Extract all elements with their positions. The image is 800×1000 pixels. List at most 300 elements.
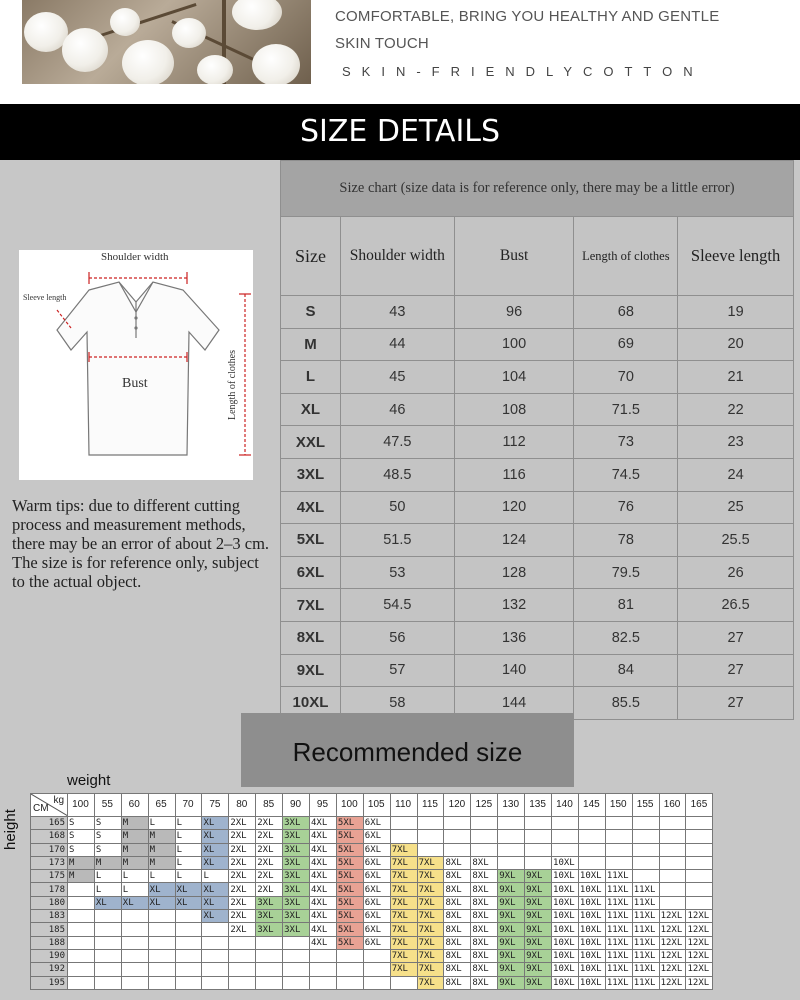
grid-cell bbox=[202, 976, 229, 989]
size-label-cell: XL bbox=[281, 393, 341, 426]
size-chart-row bbox=[281, 524, 794, 557]
grid-cell: 11XL bbox=[632, 923, 659, 936]
size-value-cell: 84 bbox=[574, 654, 678, 687]
grid-cell: 9XL bbox=[498, 883, 525, 896]
grid-cell: 9XL bbox=[525, 963, 552, 976]
grid-cell: 12XL bbox=[686, 936, 713, 949]
grid-cell: 2XL bbox=[229, 923, 256, 936]
grid-cell: L bbox=[175, 830, 202, 843]
grid-cell: 7XL bbox=[390, 883, 417, 896]
grid-cell bbox=[498, 830, 525, 843]
size-value-cell: 25 bbox=[678, 491, 794, 524]
grid-cell: 4XL bbox=[310, 910, 337, 923]
grid-cell: 11XL bbox=[632, 976, 659, 989]
height-header-cell: 165 bbox=[31, 817, 68, 830]
grid-cell: 8XL bbox=[471, 949, 498, 962]
grid-cell: 7XL bbox=[417, 963, 444, 976]
grid-row bbox=[31, 923, 713, 936]
grid-cell: 5XL bbox=[336, 910, 363, 923]
weight-header-cell: 110 bbox=[390, 794, 417, 817]
grid-cell bbox=[686, 843, 713, 856]
grid-cell: 2XL bbox=[256, 870, 283, 883]
grid-cell: 7XL bbox=[390, 843, 417, 856]
grid-cell: 8XL bbox=[471, 896, 498, 909]
grid-cell bbox=[94, 976, 121, 989]
grid-cell bbox=[686, 856, 713, 869]
size-value-cell: 128 bbox=[454, 556, 574, 589]
grid-cell: 11XL bbox=[605, 883, 632, 896]
grid-cell: 3XL bbox=[283, 830, 310, 843]
polo-shirt-icon bbox=[19, 250, 253, 480]
grid-cell bbox=[229, 976, 256, 989]
grid-cell: 11XL bbox=[632, 936, 659, 949]
size-chart-row bbox=[281, 296, 794, 329]
size-value-cell: 70 bbox=[574, 361, 678, 394]
grid-cell: L bbox=[175, 856, 202, 869]
grid-cell: 7XL bbox=[417, 976, 444, 989]
grid-cell: 5XL bbox=[336, 936, 363, 949]
grid-cell: 11XL bbox=[605, 949, 632, 962]
height-header-cell: 195 bbox=[31, 976, 68, 989]
grid-cell bbox=[148, 963, 175, 976]
grid-cell: 12XL bbox=[686, 910, 713, 923]
grid-cell: 9XL bbox=[498, 936, 525, 949]
shirt-diagram bbox=[19, 250, 253, 480]
grid-cell: 5XL bbox=[336, 896, 363, 909]
grid-cell bbox=[363, 963, 390, 976]
grid-cell: XL bbox=[202, 856, 229, 869]
grid-cell: XL bbox=[202, 896, 229, 909]
grid-cell bbox=[68, 963, 95, 976]
grid-cell: 5XL bbox=[336, 923, 363, 936]
grid-cell: 2XL bbox=[256, 817, 283, 830]
grid-cell bbox=[552, 830, 579, 843]
weight-header-cell: 85 bbox=[256, 794, 283, 817]
size-value-cell: 132 bbox=[454, 589, 574, 622]
grid-cell: 3XL bbox=[256, 923, 283, 936]
grid-cell: XL bbox=[175, 896, 202, 909]
grid-cell: XL bbox=[202, 817, 229, 830]
banner-line-1: COMFORTABLE, BRING YOU HEALTHY AND GENTLE bbox=[335, 8, 720, 25]
grid-cell bbox=[336, 963, 363, 976]
size-value-cell: 82.5 bbox=[574, 621, 678, 654]
grid-cell bbox=[659, 843, 686, 856]
weight-header-cell: 125 bbox=[471, 794, 498, 817]
grid-cell bbox=[148, 910, 175, 923]
grid-cell bbox=[148, 976, 175, 989]
size-chart-row bbox=[281, 361, 794, 394]
grid-cell: 12XL bbox=[659, 976, 686, 989]
grid-cell bbox=[68, 923, 95, 936]
size-value-cell: 124 bbox=[454, 524, 574, 557]
grid-row bbox=[31, 870, 713, 883]
weight-header-cell: 135 bbox=[525, 794, 552, 817]
grid-cell: 3XL bbox=[283, 856, 310, 869]
grid-cell: 2XL bbox=[229, 856, 256, 869]
grid-cell: 11XL bbox=[605, 923, 632, 936]
grid-row bbox=[31, 896, 713, 909]
grid-cell: 4XL bbox=[310, 817, 337, 830]
grid-cell: 10XL bbox=[552, 910, 579, 923]
grid-cell: XL bbox=[202, 830, 229, 843]
grid-cell: 3XL bbox=[283, 843, 310, 856]
height-header-cell: 168 bbox=[31, 830, 68, 843]
grid-cell: XL bbox=[202, 883, 229, 896]
grid-cell bbox=[283, 936, 310, 949]
banner-spaced-text: SKIN-FRIENDLYCOTTON bbox=[342, 64, 704, 79]
size-value-cell: 20 bbox=[678, 328, 794, 361]
grid-cell: 4XL bbox=[310, 883, 337, 896]
grid-cell bbox=[202, 963, 229, 976]
grid-cell: 9XL bbox=[525, 883, 552, 896]
grid-cell: 6XL bbox=[363, 936, 390, 949]
grid-cell bbox=[336, 949, 363, 962]
grid-cell: 10XL bbox=[578, 936, 605, 949]
grid-cell bbox=[471, 843, 498, 856]
grid-cell: 11XL bbox=[605, 896, 632, 909]
grid-cell bbox=[444, 817, 471, 830]
grid-cell bbox=[471, 830, 498, 843]
grid-cell: 8XL bbox=[444, 856, 471, 869]
grid-cell: 7XL bbox=[417, 949, 444, 962]
grid-row bbox=[31, 976, 713, 989]
grid-cell bbox=[175, 936, 202, 949]
grid-cell: 5XL bbox=[336, 830, 363, 843]
grid-cell bbox=[310, 976, 337, 989]
size-value-cell: 76 bbox=[574, 491, 678, 524]
weight-header-cell: 140 bbox=[552, 794, 579, 817]
size-chart-header: Size bbox=[281, 217, 341, 296]
weight-header-cell: 120 bbox=[444, 794, 471, 817]
weight-header-cell: 115 bbox=[417, 794, 444, 817]
grid-cell: XL bbox=[175, 883, 202, 896]
grid-cell: 11XL bbox=[632, 883, 659, 896]
grid-cell: 11XL bbox=[632, 949, 659, 962]
grid-cell bbox=[659, 830, 686, 843]
grid-cell: XL bbox=[148, 883, 175, 896]
weight-header-cell: 80 bbox=[229, 794, 256, 817]
grid-corner-cell bbox=[31, 794, 68, 817]
grid-cell: S bbox=[68, 843, 95, 856]
grid-cell: 12XL bbox=[686, 976, 713, 989]
grid-cell: 10XL bbox=[552, 923, 579, 936]
grid-cell bbox=[121, 936, 148, 949]
weight-header-cell: 105 bbox=[363, 794, 390, 817]
grid-cell bbox=[363, 976, 390, 989]
size-value-cell: 50 bbox=[340, 491, 454, 524]
grid-cell bbox=[659, 856, 686, 869]
grid-row bbox=[31, 830, 713, 843]
grid-cell: 5XL bbox=[336, 883, 363, 896]
grid-cell bbox=[68, 949, 95, 962]
size-label-cell: 8XL bbox=[281, 621, 341, 654]
grid-cell: 8XL bbox=[444, 976, 471, 989]
grid-cell: 6XL bbox=[363, 923, 390, 936]
grid-cell: 12XL bbox=[686, 949, 713, 962]
grid-cell: M bbox=[121, 843, 148, 856]
grid-cell bbox=[175, 923, 202, 936]
grid-cell: 3XL bbox=[283, 896, 310, 909]
height-header-cell: 192 bbox=[31, 963, 68, 976]
grid-row bbox=[31, 856, 713, 869]
grid-cell: 8XL bbox=[471, 923, 498, 936]
grid-cell bbox=[632, 817, 659, 830]
size-label-cell: 6XL bbox=[281, 556, 341, 589]
grid-cell: 4XL bbox=[310, 856, 337, 869]
size-value-cell: 53 bbox=[340, 556, 454, 589]
grid-cell bbox=[94, 963, 121, 976]
grid-cell: 12XL bbox=[659, 936, 686, 949]
grid-cell: 4XL bbox=[310, 870, 337, 883]
grid-cell bbox=[202, 923, 229, 936]
grid-cell: 8XL bbox=[444, 923, 471, 936]
size-value-cell: 120 bbox=[454, 491, 574, 524]
weight-axis-label: weight bbox=[67, 772, 111, 789]
grid-cell bbox=[310, 963, 337, 976]
size-label-cell: 10XL bbox=[281, 687, 341, 720]
grid-cell bbox=[498, 817, 525, 830]
size-value-cell: 74.5 bbox=[574, 458, 678, 491]
size-value-cell: 48.5 bbox=[340, 458, 454, 491]
height-header-cell: 175 bbox=[31, 870, 68, 883]
grid-cell: 10XL bbox=[578, 870, 605, 883]
grid-cell bbox=[256, 963, 283, 976]
size-value-cell: 22 bbox=[678, 393, 794, 426]
size-value-cell: 21 bbox=[678, 361, 794, 394]
grid-cell: L bbox=[121, 870, 148, 883]
grid-cell bbox=[175, 963, 202, 976]
size-chart-row bbox=[281, 426, 794, 459]
grid-cell: L bbox=[94, 870, 121, 883]
size-value-cell: 69 bbox=[574, 328, 678, 361]
banner-line-2: SKIN TOUCH bbox=[335, 35, 429, 52]
grid-cell: 9XL bbox=[525, 923, 552, 936]
grid-cell bbox=[283, 976, 310, 989]
cotton-photo bbox=[22, 0, 311, 84]
grid-cell: 7XL bbox=[390, 910, 417, 923]
size-value-cell: 45 bbox=[340, 361, 454, 394]
grid-cell: 9XL bbox=[498, 923, 525, 936]
height-header-cell: 188 bbox=[31, 936, 68, 949]
size-value-cell: 140 bbox=[454, 654, 574, 687]
grid-cell: 6XL bbox=[363, 817, 390, 830]
grid-cell: L bbox=[121, 883, 148, 896]
grid-cell: 6XL bbox=[363, 896, 390, 909]
grid-cell bbox=[525, 856, 552, 869]
grid-cell: M bbox=[148, 856, 175, 869]
grid-cell: 11XL bbox=[605, 963, 632, 976]
grid-cell: M bbox=[148, 830, 175, 843]
grid-cell: 11XL bbox=[632, 910, 659, 923]
grid-cell: 3XL bbox=[283, 923, 310, 936]
grid-cell bbox=[552, 843, 579, 856]
grid-cell bbox=[632, 830, 659, 843]
grid-cell bbox=[659, 870, 686, 883]
grid-cell bbox=[632, 843, 659, 856]
grid-cell: 9XL bbox=[525, 870, 552, 883]
grid-cell bbox=[417, 843, 444, 856]
grid-cell: 3XL bbox=[283, 883, 310, 896]
grid-cell: 12XL bbox=[659, 963, 686, 976]
size-value-cell: 116 bbox=[454, 458, 574, 491]
grid-cell: 6XL bbox=[363, 883, 390, 896]
grid-cell: 9XL bbox=[498, 910, 525, 923]
grid-cell: S bbox=[68, 830, 95, 843]
grid-cell bbox=[283, 963, 310, 976]
size-value-cell: 73 bbox=[574, 426, 678, 459]
grid-cell: 10XL bbox=[578, 963, 605, 976]
grid-cell: 9XL bbox=[525, 949, 552, 962]
grid-cell: 8XL bbox=[471, 963, 498, 976]
grid-cell: 9XL bbox=[525, 896, 552, 909]
size-label-cell: 4XL bbox=[281, 491, 341, 524]
size-value-cell: 23 bbox=[678, 426, 794, 459]
grid-row bbox=[31, 910, 713, 923]
grid-cell: 8XL bbox=[444, 949, 471, 962]
grid-cell: 9XL bbox=[498, 976, 525, 989]
grid-cell bbox=[94, 949, 121, 962]
size-value-cell: 112 bbox=[454, 426, 574, 459]
grid-cell: L bbox=[202, 870, 229, 883]
grid-cell: 9XL bbox=[498, 870, 525, 883]
size-value-cell: 46 bbox=[340, 393, 454, 426]
grid-cell: 8XL bbox=[471, 976, 498, 989]
weight-header-cell: 95 bbox=[310, 794, 337, 817]
grid-cell: 11XL bbox=[605, 936, 632, 949]
grid-cell: 8XL bbox=[444, 910, 471, 923]
size-chart-header: Sleeve length bbox=[678, 217, 794, 296]
size-value-cell: 104 bbox=[454, 361, 574, 394]
size-value-cell: 19 bbox=[678, 296, 794, 329]
grid-cell: 7XL bbox=[390, 856, 417, 869]
grid-cell bbox=[686, 896, 713, 909]
grid-cell bbox=[605, 817, 632, 830]
grid-cell: 9XL bbox=[498, 896, 525, 909]
grid-cell: S bbox=[94, 843, 121, 856]
weight-header-cell: 90 bbox=[283, 794, 310, 817]
grid-cell: 4XL bbox=[310, 843, 337, 856]
grid-cell bbox=[68, 976, 95, 989]
grid-cell: 5XL bbox=[336, 870, 363, 883]
section-title: SIZE DETAILS bbox=[299, 114, 501, 149]
grid-cell: M bbox=[121, 830, 148, 843]
grid-cell: 11XL bbox=[605, 910, 632, 923]
grid-cell bbox=[148, 936, 175, 949]
grid-cell bbox=[659, 896, 686, 909]
grid-cell bbox=[632, 856, 659, 869]
grid-cell bbox=[121, 923, 148, 936]
grid-cell: L bbox=[94, 883, 121, 896]
grid-cell bbox=[686, 870, 713, 883]
grid-cell bbox=[256, 976, 283, 989]
grid-row bbox=[31, 949, 713, 962]
grid-cell: 3XL bbox=[283, 870, 310, 883]
size-value-cell: 54.5 bbox=[340, 589, 454, 622]
grid-cell bbox=[686, 817, 713, 830]
size-value-cell: 100 bbox=[454, 328, 574, 361]
grid-cell: L bbox=[175, 870, 202, 883]
size-chart-row bbox=[281, 589, 794, 622]
grid-row bbox=[31, 963, 713, 976]
size-label-cell: XXL bbox=[281, 426, 341, 459]
warm-tips: Warm tips: due to different cutting process and measurement methods, there may be an error of about 2–3 cm. The size is for reference only, subject to the actual object. bbox=[12, 496, 270, 591]
grid-cell: M bbox=[68, 856, 95, 869]
grid-cell: 2XL bbox=[256, 843, 283, 856]
grid-cell: 4XL bbox=[310, 896, 337, 909]
grid-cell: M bbox=[148, 843, 175, 856]
grid-cell: M bbox=[121, 856, 148, 869]
grid-cell: 6XL bbox=[363, 870, 390, 883]
weight-header-cell: 155 bbox=[632, 794, 659, 817]
grid-cell: 9XL bbox=[525, 910, 552, 923]
size-chart-row bbox=[281, 654, 794, 687]
grid-cell bbox=[256, 949, 283, 962]
weight-header-cell: 160 bbox=[659, 794, 686, 817]
weight-header-cell: 150 bbox=[605, 794, 632, 817]
grid-cell bbox=[175, 949, 202, 962]
grid-cell: 10XL bbox=[578, 976, 605, 989]
grid-cell bbox=[148, 949, 175, 962]
grid-cell: 7XL bbox=[417, 883, 444, 896]
size-chart-row bbox=[281, 328, 794, 361]
grid-cell: 12XL bbox=[686, 963, 713, 976]
grid-cell: 6XL bbox=[363, 830, 390, 843]
size-label-cell: 9XL bbox=[281, 654, 341, 687]
grid-cell: 8XL bbox=[471, 910, 498, 923]
recommended-size-title: Recommended size bbox=[292, 737, 523, 767]
size-value-cell: 136 bbox=[454, 621, 574, 654]
grid-cell: XL bbox=[202, 910, 229, 923]
grid-cell: 8XL bbox=[471, 936, 498, 949]
grid-cell: 10XL bbox=[552, 963, 579, 976]
recommended-size-grid bbox=[30, 793, 713, 990]
grid-cell: 10XL bbox=[552, 949, 579, 962]
diagram-length-label: Length of clothes bbox=[227, 350, 238, 420]
grid-cell: L bbox=[148, 817, 175, 830]
grid-cell: 9XL bbox=[525, 976, 552, 989]
grid-cell: 6XL bbox=[363, 856, 390, 869]
grid-cell bbox=[525, 817, 552, 830]
grid-cell bbox=[121, 910, 148, 923]
size-chart-header: Length of clothes bbox=[574, 217, 678, 296]
grid-cell bbox=[94, 910, 121, 923]
grid-cell: 10XL bbox=[578, 896, 605, 909]
height-header-cell: 170 bbox=[31, 843, 68, 856]
size-value-cell: 27 bbox=[678, 654, 794, 687]
grid-cell: 2XL bbox=[229, 883, 256, 896]
grid-cell: 7XL bbox=[417, 870, 444, 883]
diagram-shoulder-label: Shoulder width bbox=[101, 251, 169, 263]
size-chart-row bbox=[281, 491, 794, 524]
size-label-cell: 3XL bbox=[281, 458, 341, 491]
height-axis-label: height bbox=[2, 809, 19, 850]
weight-header-cell: 70 bbox=[175, 794, 202, 817]
grid-cell bbox=[336, 976, 363, 989]
diagram-sleeve-label: Sleeve length bbox=[23, 293, 67, 302]
grid-cell bbox=[256, 936, 283, 949]
grid-cell: 2XL bbox=[229, 830, 256, 843]
grid-cell: 3XL bbox=[256, 910, 283, 923]
grid-cell: 7XL bbox=[390, 949, 417, 962]
grid-cell: 7XL bbox=[390, 923, 417, 936]
height-header-cell: 178 bbox=[31, 883, 68, 896]
grid-cell: 12XL bbox=[659, 949, 686, 962]
grid-cell: 8XL bbox=[444, 963, 471, 976]
grid-cell: 12XL bbox=[659, 923, 686, 936]
grid-cell: 8XL bbox=[471, 870, 498, 883]
grid-cell bbox=[390, 817, 417, 830]
grid-cell bbox=[686, 883, 713, 896]
